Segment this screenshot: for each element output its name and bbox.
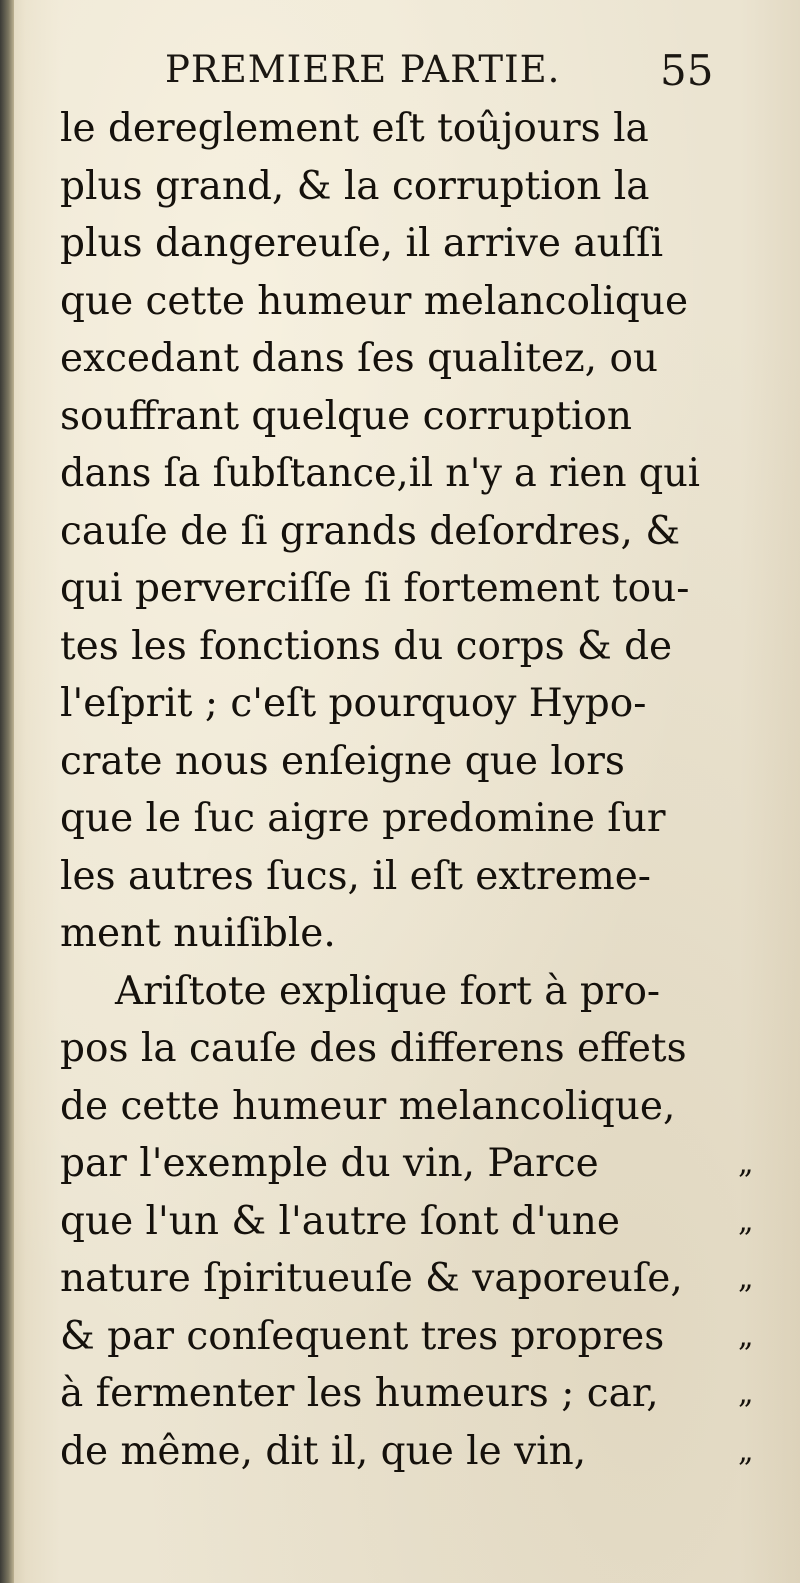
marginal-quote-mark: „ bbox=[738, 1433, 754, 1469]
marginal-quote-mark: „ bbox=[738, 1261, 754, 1296]
paragraph-start-line: Ariſtote explique fort à pro- bbox=[115, 968, 661, 1014]
text-line: de cette humeur melancolique, bbox=[60, 1083, 676, 1129]
text-line: l'eſprit ; c'eſt pourquoy Hypo- bbox=[60, 681, 647, 726]
marginal-quote-mark: „ bbox=[738, 1376, 754, 1411]
text-line: ment nuiſible. bbox=[60, 911, 336, 956]
marginal-quote-mark: „ bbox=[738, 1203, 754, 1239]
quoted-line: que l'un & l'autre ſont d'une „ bbox=[60, 1193, 730, 1251]
page-header bbox=[0, 48, 800, 108]
page-number: 55 bbox=[660, 46, 714, 95]
quoted-line: de même, dit il, que le vin, „ bbox=[60, 1423, 730, 1481]
quoted-line: & par conſequent tres propres „ bbox=[60, 1308, 730, 1366]
text-line: que le ſuc aigre predomine ſur bbox=[60, 796, 666, 841]
text-line: plus grand, & la corruption la bbox=[60, 163, 650, 209]
quoted-line: par l'exemple du vin, Parce „ bbox=[60, 1135, 730, 1193]
quoted-line: nature ſpiritueuſe & vaporeuſe, „ bbox=[60, 1250, 730, 1308]
text-line: souffrant quelque corruption bbox=[60, 393, 633, 439]
running-title: PREMIERE PARTIE. bbox=[165, 48, 561, 91]
text-line: que cette humeur melancolique bbox=[60, 278, 689, 324]
marginal-quote-mark: „ bbox=[738, 1146, 754, 1181]
text-line: crate nous enſeigne que lors bbox=[60, 738, 625, 784]
text-line: pos la cauſe des differens effets bbox=[60, 1026, 687, 1071]
text-line: le dereglement eſt toûjours la bbox=[60, 106, 649, 151]
text-line: dans ſa ſubſtance,il n'y a rien qui bbox=[60, 451, 700, 496]
text-line: tes les fonctions du corps & de bbox=[60, 623, 673, 669]
text-line: cauſe de ſi grands deſordres, & bbox=[60, 508, 681, 554]
book-binding-edge bbox=[0, 0, 14, 1583]
marginal-quote-mark: „ bbox=[738, 1318, 754, 1354]
text-line: excedant dans ſes qualitez, ou bbox=[60, 336, 659, 381]
body-text bbox=[60, 100, 754, 1480]
text-line: qui perverciſſe ſi fortement tou- bbox=[60, 566, 690, 611]
text-line: plus dangereuſe, il arrive auſſi bbox=[60, 221, 664, 266]
text-line: les autres ſucs, il eſt extreme- bbox=[60, 853, 651, 899]
quoted-line: à fermenter les humeurs ; car, „ bbox=[60, 1365, 730, 1423]
